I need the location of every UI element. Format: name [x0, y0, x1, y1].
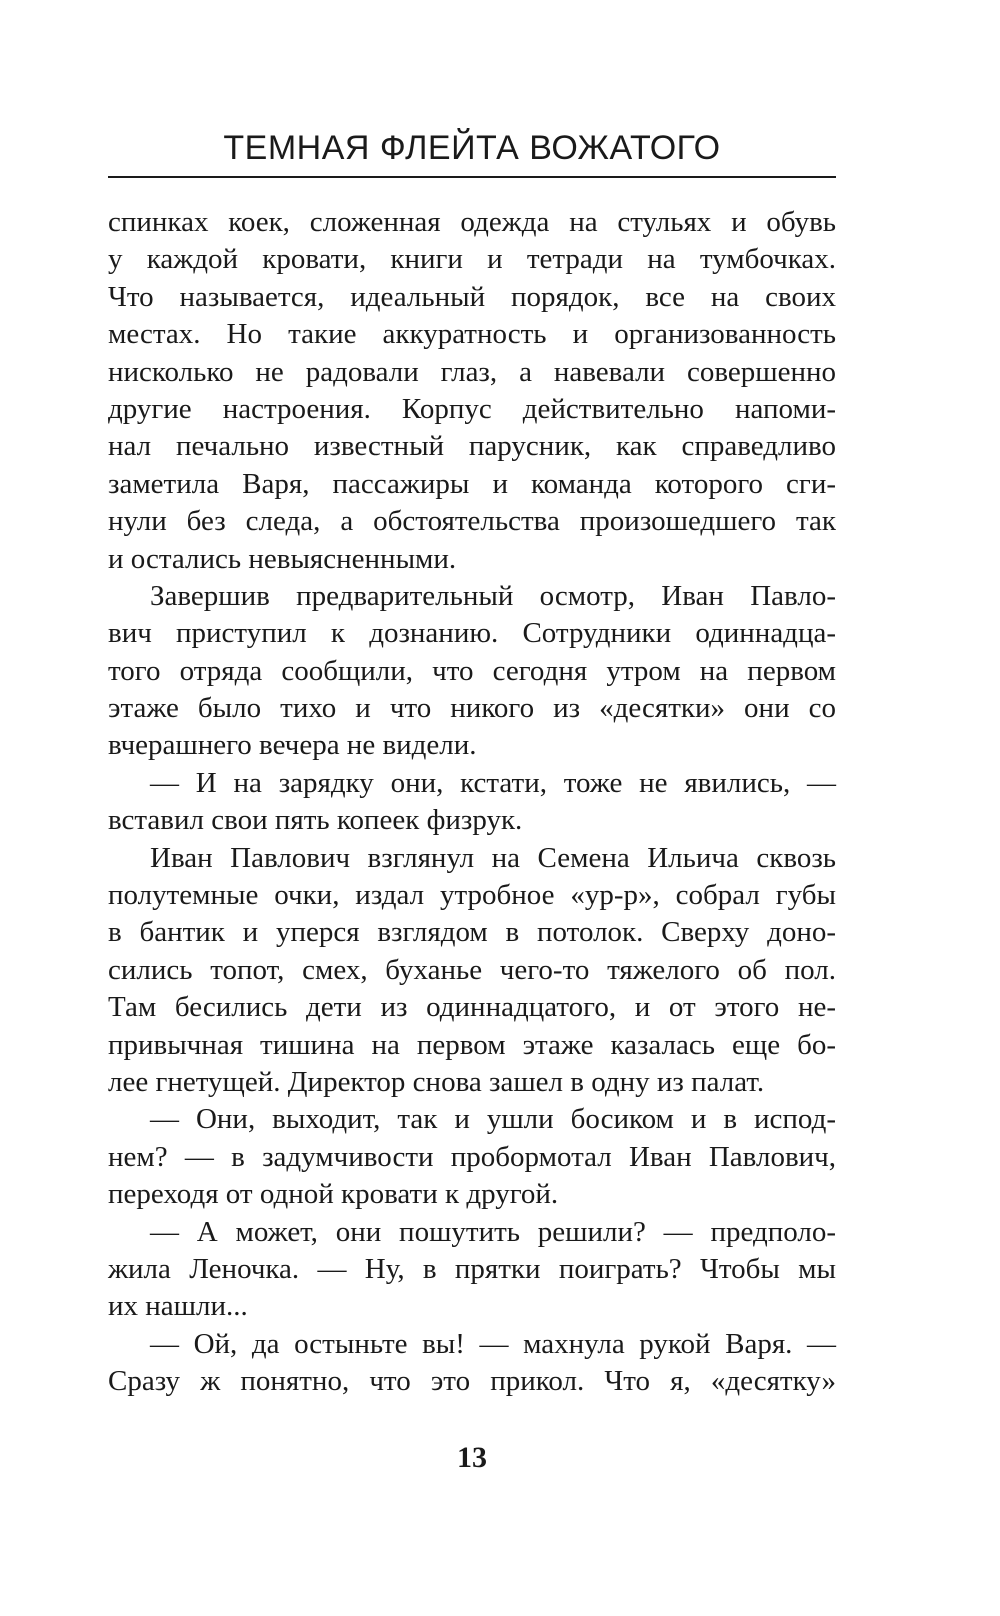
page-number: 13 — [457, 1441, 487, 1474]
text-line: полутемные очки, издал утробное «ур-р», собрал губы — [108, 879, 836, 912]
header-rule — [108, 176, 836, 178]
text-line: вич приступил к дознанию. Сотрудники одиннадца- — [108, 617, 836, 650]
text-line: Иван Павлович взглянул на Семена Ильича сквозь — [150, 841, 836, 874]
text-line: Там бесились дети из одиннадцатого, и от этого не- — [108, 991, 836, 1024]
text-line: — Ой, да остыньте вы! — махнула рукой Варя. — — [150, 1327, 836, 1360]
text-line: местах. Но такие аккуратность и организованность — [108, 318, 836, 351]
text-line: заметила Варя, пассажиры и команда которого сги- — [108, 467, 836, 500]
text-line: нули без следа, а обстоятельства произошедшего так — [108, 505, 836, 538]
text-line: Что называется, идеальный порядок, все на своих — [108, 280, 836, 313]
text-line: этаже было тихо и что никого из «десятки» они со — [108, 692, 836, 725]
text-line: того отряда сообщили, что сегодня утром на первом — [108, 654, 836, 687]
text-line: другие настроения. Корпус действительно напоми- — [108, 392, 836, 425]
text-line: — А может, они пошутить решили? — предполо- — [150, 1215, 836, 1248]
text-line: и остались невыясненными. — [108, 542, 457, 575]
text-line: у каждой кровати, книги и тетради на тумбочках. — [108, 243, 836, 276]
text-line: вчерашнего вечера не видели. — [108, 729, 477, 762]
running-head: ТЕМНАЯ ФЛЕЙТА ВОЖАТОГО — [223, 129, 721, 167]
text-line: переходя от одной кровати к другой. — [108, 1178, 559, 1211]
text-line: Завершив предварительный осмотр, Иван Павло- — [150, 579, 836, 612]
text-line: — Они, выходит, так и ушли босиком и в испод- — [150, 1103, 836, 1136]
text-line: их нашли... — [108, 1290, 248, 1323]
text-line: нал печально известный парусник, как справедливо — [108, 430, 836, 463]
text-line: нем? — в задумчивости пробормотал Иван Павлович, — [108, 1140, 836, 1173]
text-line: вставил свои пять копеек физрук. — [108, 804, 523, 837]
text-line: сились топот, смех, буханье чего-то тяжелого об пол. — [108, 953, 836, 986]
text-line: жила Леночка. — Ну, в прятки поиграть? Чтобы мы — [108, 1252, 836, 1285]
text-line: спинках коек, сложенная одежда на стульях и обувь — [108, 206, 836, 238]
body-text — [108, 204, 836, 1401]
text-line: Сразу ж понятно, что это прикол. Что я, «десятку» — [108, 1365, 836, 1398]
text-line: привычная тишина на первом этаже казалась еще бо- — [108, 1028, 836, 1061]
text-line: в бантик и уперся взглядом в потолок. Сверху доно- — [108, 916, 836, 949]
text-line: — И на зарядку они, кстати, тоже не явились, — — [150, 766, 836, 799]
text-line: нисколько не радовали глаз, а навевали совершенно — [108, 355, 836, 388]
text-line: лее гнетущей. Директор снова зашел в одну из палат. — [108, 1065, 765, 1098]
